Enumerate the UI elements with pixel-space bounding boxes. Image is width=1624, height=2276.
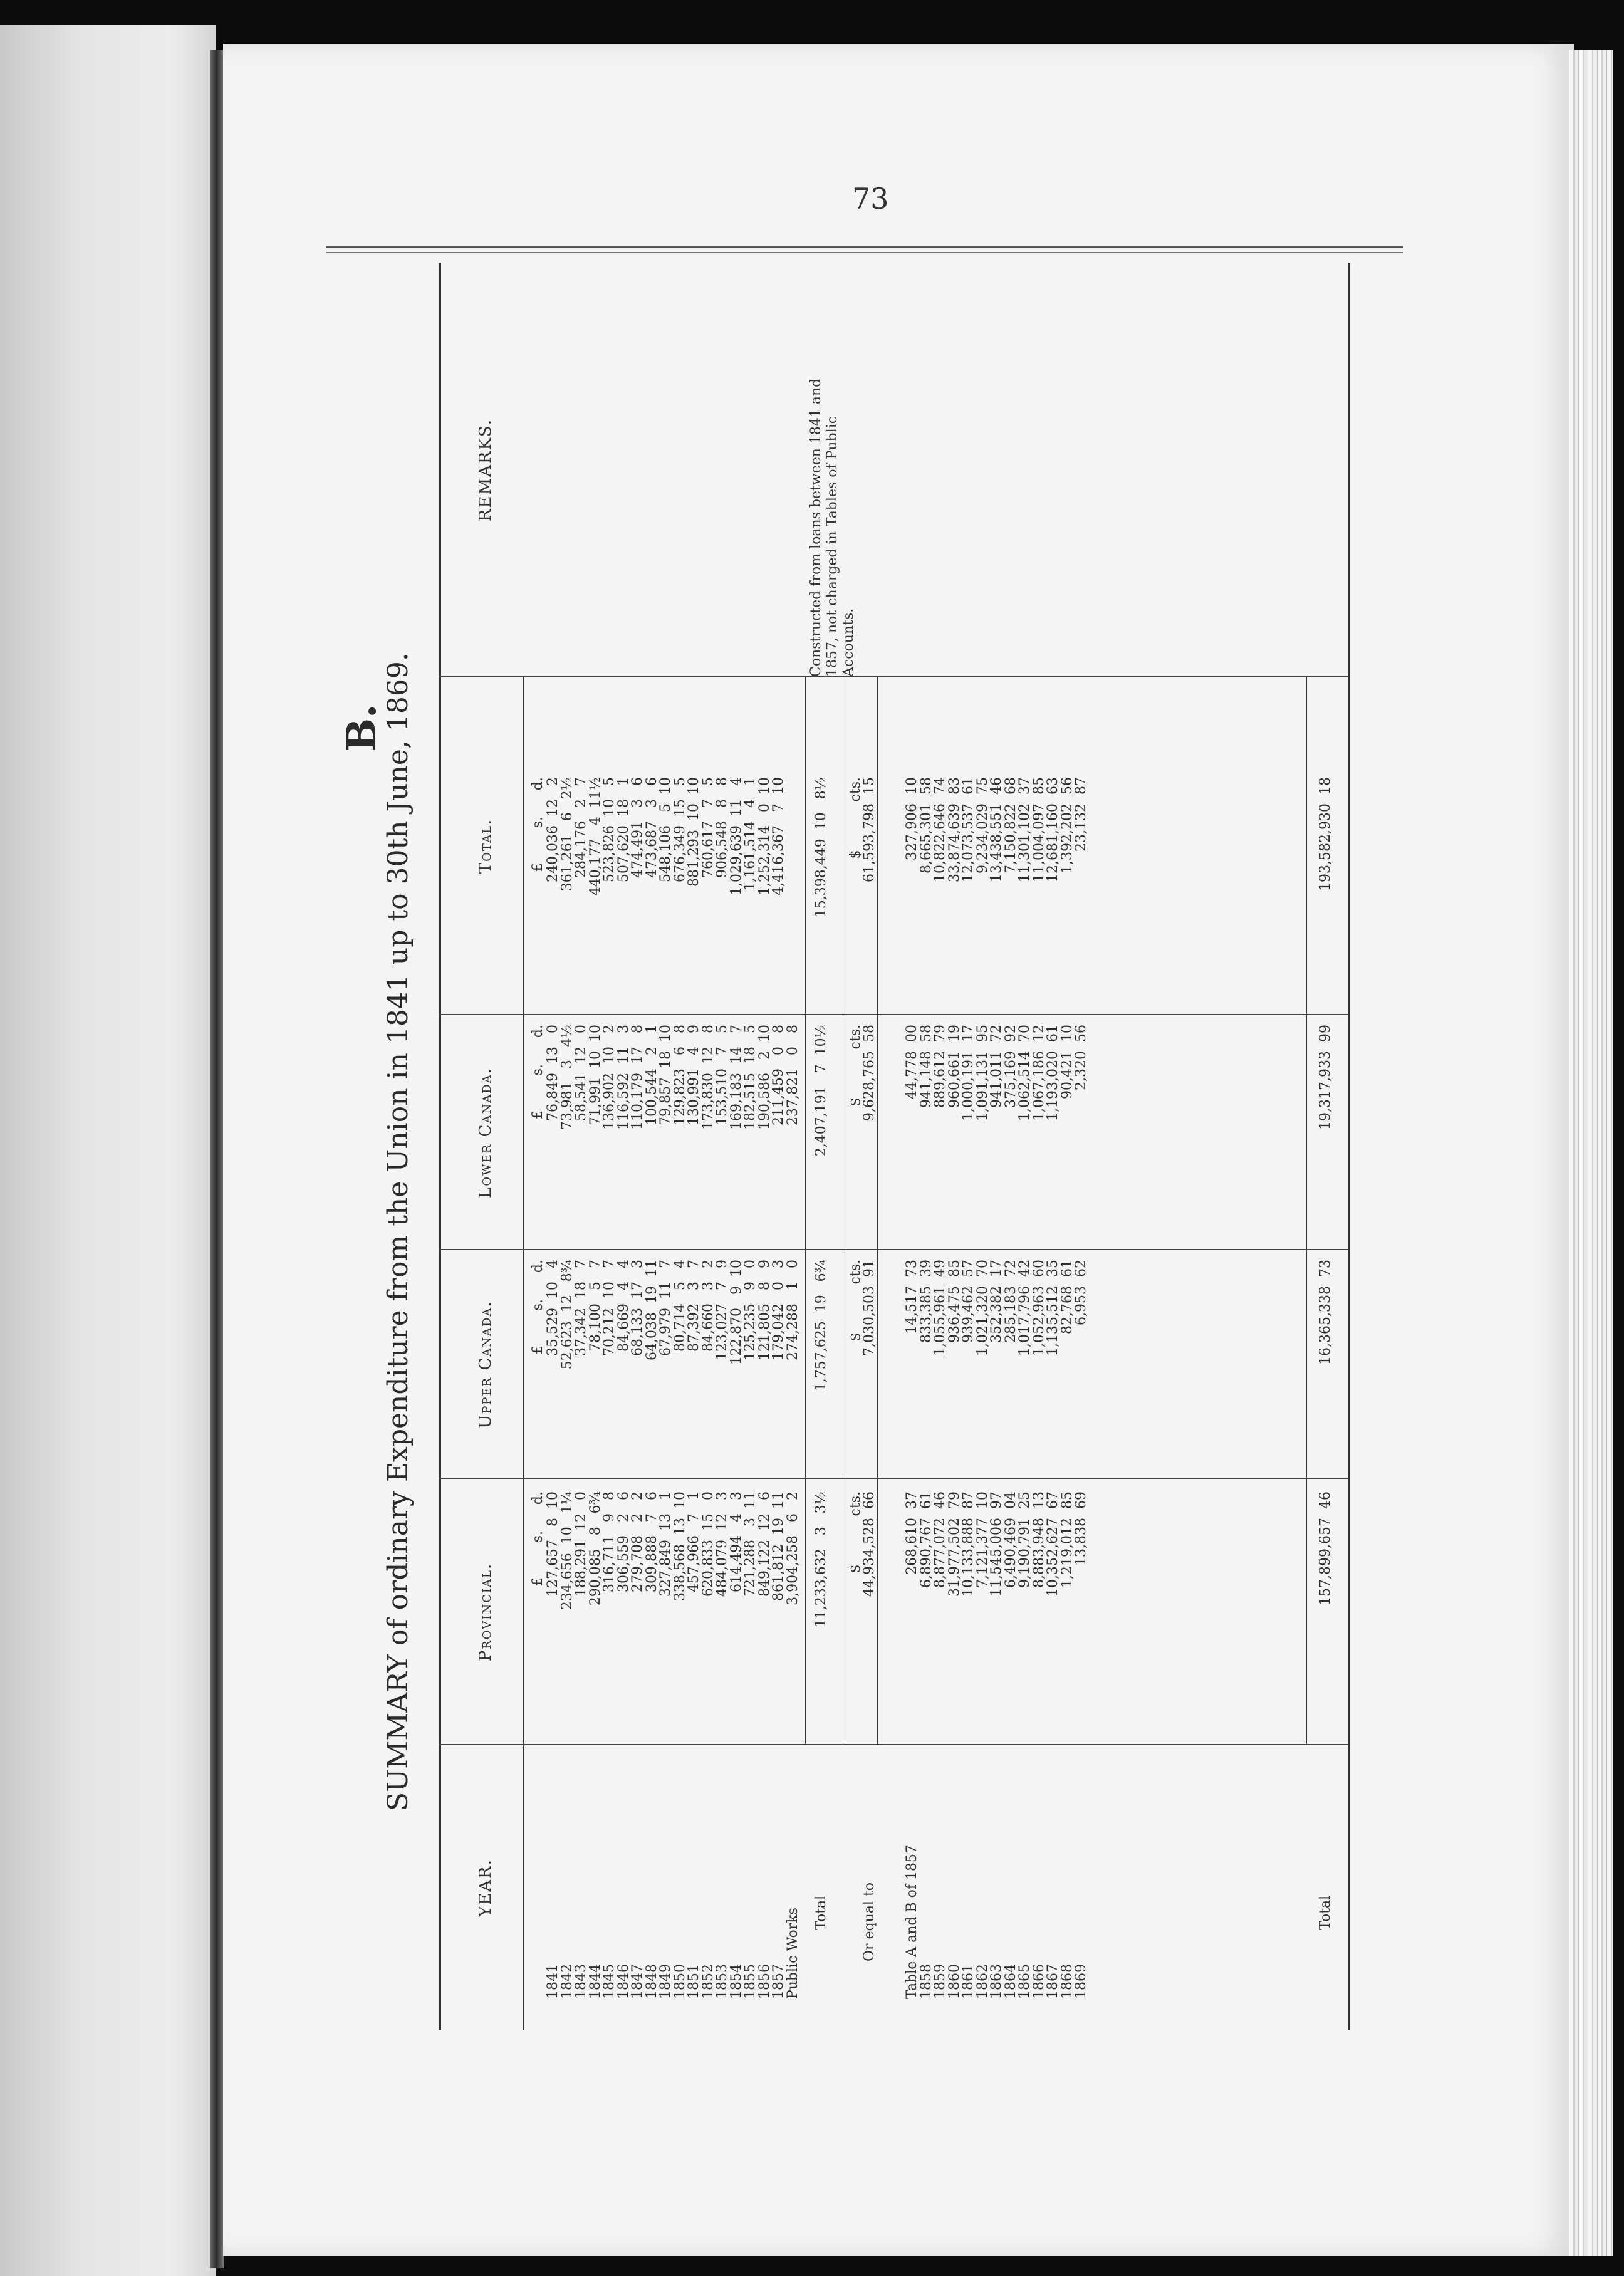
upper-values: 35,529 10 4 52,623 12 8¾ 37,342 18 7 78,100 5 7 70,212 10 7 84,669 4 4 68,133 17 3 64,038 19 11 67,979 11 7 80,714 5 4 87,392 3 7 84,660 3 2 123,027 7 9 122,870 9 10 125,235 9 0 121,805 8 9 179,042 0 3 274,288 1 0 [545, 1260, 801, 1370]
total-grand-total: 193,582,930 18 [1318, 777, 1333, 891]
subtotal-rule [805, 677, 806, 1745]
unit-provincial: £ s. d. [530, 1491, 546, 1587]
book-gutter [210, 50, 224, 2268]
lower-subtotal: 2,407,191 7 10½ [813, 1025, 829, 1157]
page-edges [1569, 50, 1613, 2256]
unit-total-dollars: $ cts. [848, 777, 863, 859]
col-rule [439, 1478, 1348, 1479]
col-rule [439, 1249, 1348, 1250]
col-rule [439, 1014, 1348, 1015]
header-upper-canada: Upper Canada. [476, 1300, 495, 1429]
grand-total-label: Total [1318, 1895, 1333, 1930]
provincial-values-2: 268,610 37 6,890,767 61 8,877,072 46 31,977,502 79 10,133,888 87 7,121,377 10 11,545,006 97 6,490,469 04 9,190,791 25 8,883,948 13 10,352,627 67 1,219,012 85 13,838 69 [904, 1491, 1089, 1597]
section-letter: B. [338, 704, 385, 752]
lower-dollars: 9,628,765 58 [861, 1025, 877, 1121]
col-rule [439, 1744, 1348, 1745]
lower-values: 76,849 13 0 73,981 3 4½ 58,541 12 0 71,991 10 10 136,902 10 2 116,592 11 3 110,179 17 8 100,544 2 1 79,857 18 10 129,823 6 8 130,991 4 9 173,830 12 8 153,510 7 5 169,183 14 7 182,515 18 5 190,586 2 10 211,459 0 8 237,821 0 8 [545, 1025, 801, 1130]
total-values-2: 327,906 10 8,665,301 58 10,822,646 74 33,874,639 83 12,073,537 61 9,234,029 75 13,438,551 46 7,150,822 68 11,301,102 37 11,004,097 85 12,681,160 63 1,392,202 56 23,132 87 [904, 777, 1089, 882]
col-rule [439, 676, 1348, 677]
lower-grand-total: 19,317,933 99 [1318, 1025, 1333, 1130]
unit-lower: £ s. d. [530, 1025, 546, 1120]
unit-upper: £ s. d. [530, 1260, 546, 1355]
table-top-rule [439, 263, 441, 2030]
provincial-subtotal: 11,233,632 3 3½ [813, 1491, 829, 1628]
rotated-table-block [313, 263, 1403, 2030]
header-rule [523, 677, 524, 2030]
total-dollars: 61,593,798 15 [861, 777, 877, 882]
top-rule [326, 246, 1403, 248]
header-provincial: Provincial. [476, 1562, 495, 1662]
year-list-2: Table A and B of 1857 1858 1859 1860 1861 1862 1863 1864 1865 1866 1867 1868 1869 [904, 1845, 1089, 1999]
header-year: YEAR. [476, 1859, 495, 1917]
header-total: Total. [476, 818, 495, 874]
or-equal-label: Or equal to [861, 1882, 877, 1961]
header-remarks: REMARKS. [476, 418, 495, 522]
lower-values-2: 44,778 00 941,148 58 889,612 79 960,661 19 1,000,191 17 1,091,131 95 941,011 72 375,169 92 1,062,514 70 1,067,186 12 1,193,020 61 90,421 10 2,320 56 [904, 1025, 1089, 1121]
header-lower-canada: Lower Canada. [476, 1067, 495, 1198]
total-label: Total [813, 1895, 829, 1930]
top-rule-secondary [326, 252, 1403, 253]
total-subtotal: 15,398,449 10 8½ [813, 777, 829, 918]
unit-lower-dollars: $ cts. [848, 1025, 863, 1107]
remarks-note: Constructed from loans between 1841 and 1857, not charged in Tables of Public Accounts. [808, 378, 856, 677]
subtotal-rule [1306, 677, 1307, 1745]
upper-dollars: 7,030,503 91 [861, 1260, 877, 1356]
page-number: 73 [852, 182, 889, 216]
total-values: 240,036 12 2 361,261 6 2½ 284,176 2 7 440,177 4 11½ 523,826 10 5 507,620 18 1 474,491 3 6 473,687 3 6 548,106 5 10 676,349 15 5 881,293 10 10 760,617 7 5 906,548 8 8 1,029,639 11 4 1,161,514 4 1 1,252,314 0 10 4,416,367 7 10 [545, 777, 786, 896]
subtotal-rule [877, 677, 878, 1745]
provincial-dollars: 44,934,528 66 [861, 1491, 877, 1597]
unit-provincial-dollars: $ cts. [848, 1491, 863, 1574]
table-title: SUMMARY of ordinary Expenditure from the Union in 1841 up to 30th June, 1869. [382, 652, 414, 1811]
upper-subtotal: 1,757,625 19 6¾ [813, 1260, 829, 1392]
provincial-grand-total: 157,899,657 46 [1318, 1491, 1333, 1605]
upper-grand-total: 16,365,338 73 [1318, 1260, 1333, 1365]
unit-total: £ s. d. [530, 777, 546, 872]
year-list: 1841 1842 1843 1844 1845 1846 1847 1848 1849 1850 1851 1852 1853 1854 1855 1856 1857 Public Works [545, 1908, 801, 1999]
facing-page [0, 25, 216, 2276]
provincial-values: 127,657 8 10 234,656 10 1¼ 188,291 12 0 290,085 8 6¾ 316,711 9 8 306,559 2 6 279,708 2 2 309,888 7 6 327,849 13 1 338,568 13 10 457,966 7 1 620,833 15 0 484,079 12 3 614,494 4 3 721,288 3 11 849,122 12 6 861,812 19 11 3,904,258 6 2 [545, 1491, 801, 1610]
unit-upper-dollars: $ cts. [848, 1260, 863, 1342]
expenditure-table [439, 263, 1353, 2030]
table-bottom-rule [1348, 263, 1350, 2030]
upper-values-2: 14,517 73 833,385 39 1,055,961 49 936,475 85 939,462 57 1,021,320 70 352,382 17 285,183 72 1,017,796 42 1,052,963 60 1,135,512 35 82,768 61 6,953 62 [904, 1260, 1089, 1356]
